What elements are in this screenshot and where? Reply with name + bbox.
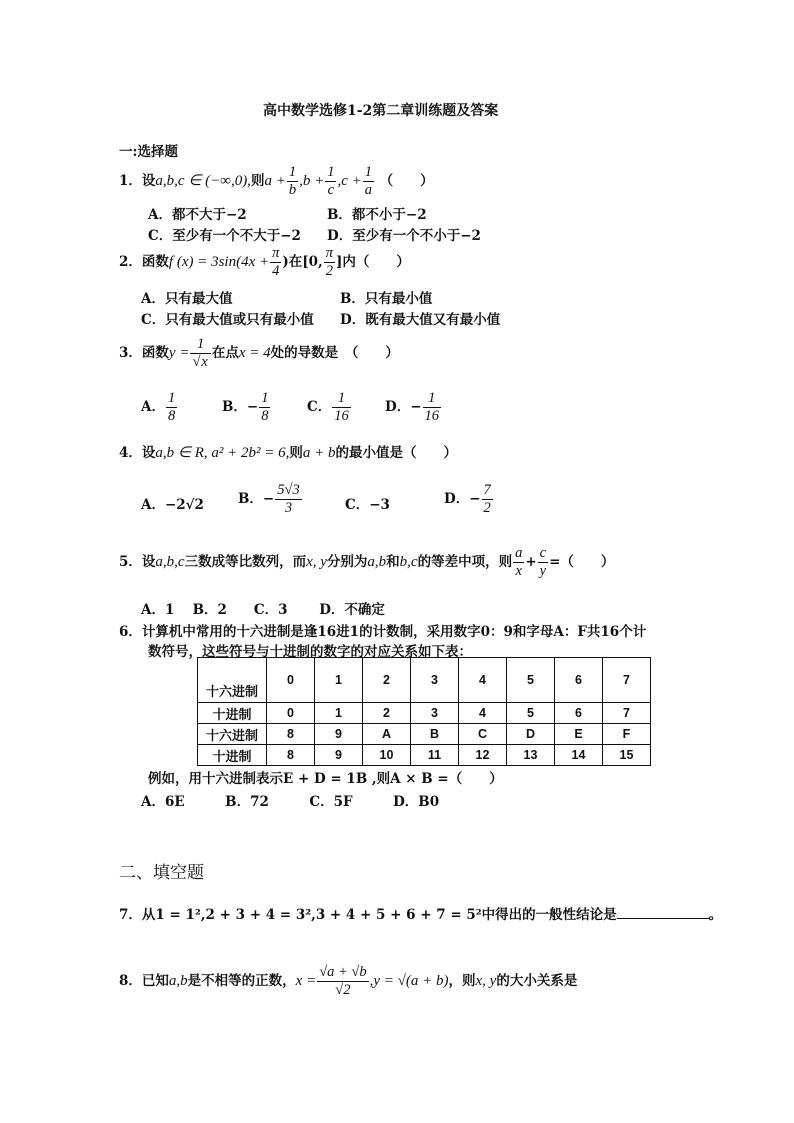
q5-options: A．1 B．2 C．3 D．不确定 <box>141 602 385 618</box>
q6-options: A．6E B．72 C．5F D．B0 <box>141 794 440 810</box>
q3-option-d: D．− $\frac{1}{16}$ <box>385 390 440 424</box>
question-5: 5．设a,b,c三数成等比数列，而x, y分别为a,b和b,c的等差中项，则 $\frac{a}{x}$ + $\frac{c}{y}$ =（ ） <box>119 545 615 579</box>
question-6-line-1: 6．计算机中常用的十六进制是逢16进1的计数制，采用数字0：9和字母A：F共16个计 <box>119 624 647 640</box>
q4-option-c: C．−3 <box>345 497 390 513</box>
table-cell: 6 <box>555 658 603 703</box>
q1-option-d: D．至少有一个不小于−2 <box>327 228 481 244</box>
table-row <box>198 724 651 745</box>
q1-option-b: B．都不小于−2 <box>327 207 427 223</box>
table-cell: 十进制 <box>198 703 267 724</box>
question-2: 2．函数f (x) = 3sin(4x + $\frac{\pi}{4}$ )在[0, $\frac{\pi}{2}$ ]内（ ） <box>119 245 410 279</box>
question-1: 1．设a,b,c ∈ (−∞,0),则a + $\frac{1}{b}$ ,b + $\frac{1}{c}$ ,c + $\frac{1}{a}$ （ ） <box>119 164 434 198</box>
table-cell: 十六进制 <box>198 724 267 745</box>
q2-option-b: B．只有最小值 <box>340 291 433 307</box>
q2-option-d: D．既有最大值又有最小值 <box>340 312 501 328</box>
page-title: 高中数学选修1-2第二章训练题及答案 <box>263 103 499 119</box>
table-cell: 3 <box>411 703 459 724</box>
question-6-line-2: 数符号，这些符号与十进制的数字的对应关系如下表： <box>148 644 472 660</box>
q3-option-c: C． $\frac{1}{16}$ <box>307 390 349 424</box>
table-row <box>198 658 651 703</box>
section-heading-choice: 一:选择题 <box>119 144 178 160</box>
table-cell: 2 <box>363 658 411 703</box>
table-cell: 11 <box>411 745 459 766</box>
table-cell: C <box>459 724 507 745</box>
table-row <box>198 703 651 724</box>
table-cell: 十进制 <box>198 745 267 766</box>
table-cell: 15 <box>603 745 651 766</box>
table-cell: 7 <box>603 703 651 724</box>
table-cell: 8 <box>267 724 315 745</box>
table-row <box>198 745 651 766</box>
table-cell: D <box>507 724 555 745</box>
table-cell: 9 <box>315 745 363 766</box>
q6-example: 例如，用十六进制表示E + D = 1B ,则A × B =（ ） <box>148 771 503 787</box>
table-cell: 6 <box>555 703 603 724</box>
table-cell: 2 <box>363 703 411 724</box>
question-7: 7．从1 = 1²,2 + 3 + 4 = 3²,3 + 4 + 5 + 6 + 7 = 5²中得出的一般性结论是 。 <box>119 907 723 923</box>
q4-option-a: A．−2√2 <box>141 497 204 513</box>
table-cell: F <box>603 724 651 745</box>
table-cell: 7 <box>603 658 651 703</box>
q2-option-c: C．只有最大值或只有最小值 <box>141 312 314 328</box>
table-cell: 0 <box>267 658 315 703</box>
table-cell: 4 <box>459 703 507 724</box>
table-cell: 5 <box>507 703 555 724</box>
table-cell: 13 <box>507 745 555 766</box>
question-3: 3．函数y = $\frac{1}{√x}$ 在点x = 4处的导数是 （ ） <box>119 336 399 370</box>
table-cell: 3 <box>411 658 459 703</box>
table-cell: 5 <box>507 658 555 703</box>
hex-decimal-table <box>197 657 651 766</box>
q1-option-c: C．至少有一个不大于−2 <box>148 228 301 244</box>
table-cell: A <box>363 724 411 745</box>
table-cell: 1 <box>315 703 363 724</box>
question-4: 4．设a,b ∈ R, a² + 2b² = 6,则a + b的最小值是（ ） <box>119 445 457 461</box>
table-cell: E <box>555 724 603 745</box>
question-8: 8．已知a,b是不相等的正数，x = $\frac{√a + √b}{√2}$ ,y = √(a + b)，则x, y的大小关系是 <box>119 964 578 998</box>
table-cell: 14 <box>555 745 603 766</box>
table-cell: 12 <box>459 745 507 766</box>
table-cell: 十六进制 <box>198 658 267 703</box>
table-cell: 4 <box>459 658 507 703</box>
q3-option-a: A． $\frac{1}{8}$ <box>141 390 176 424</box>
answer-blank <box>617 918 709 919</box>
q1-option-a: A．都不大于−2 <box>148 207 247 223</box>
table-cell: 9 <box>315 724 363 745</box>
q2-option-a: A．只有最大值 <box>141 291 233 307</box>
table-cell: B <box>411 724 459 745</box>
section-heading-fill: 二、填空题 <box>119 863 204 883</box>
q4-option-b: B．− $\frac{5√3}{3}$ <box>238 482 300 516</box>
table-cell: 0 <box>267 703 315 724</box>
q4-option-d: D．− $\frac{7}{2}$ <box>444 482 491 516</box>
table-cell: 8 <box>267 745 315 766</box>
table-cell: 10 <box>363 745 411 766</box>
q3-option-b: B．− $\frac{1}{8}$ <box>222 390 269 424</box>
table-cell: 1 <box>315 658 363 703</box>
